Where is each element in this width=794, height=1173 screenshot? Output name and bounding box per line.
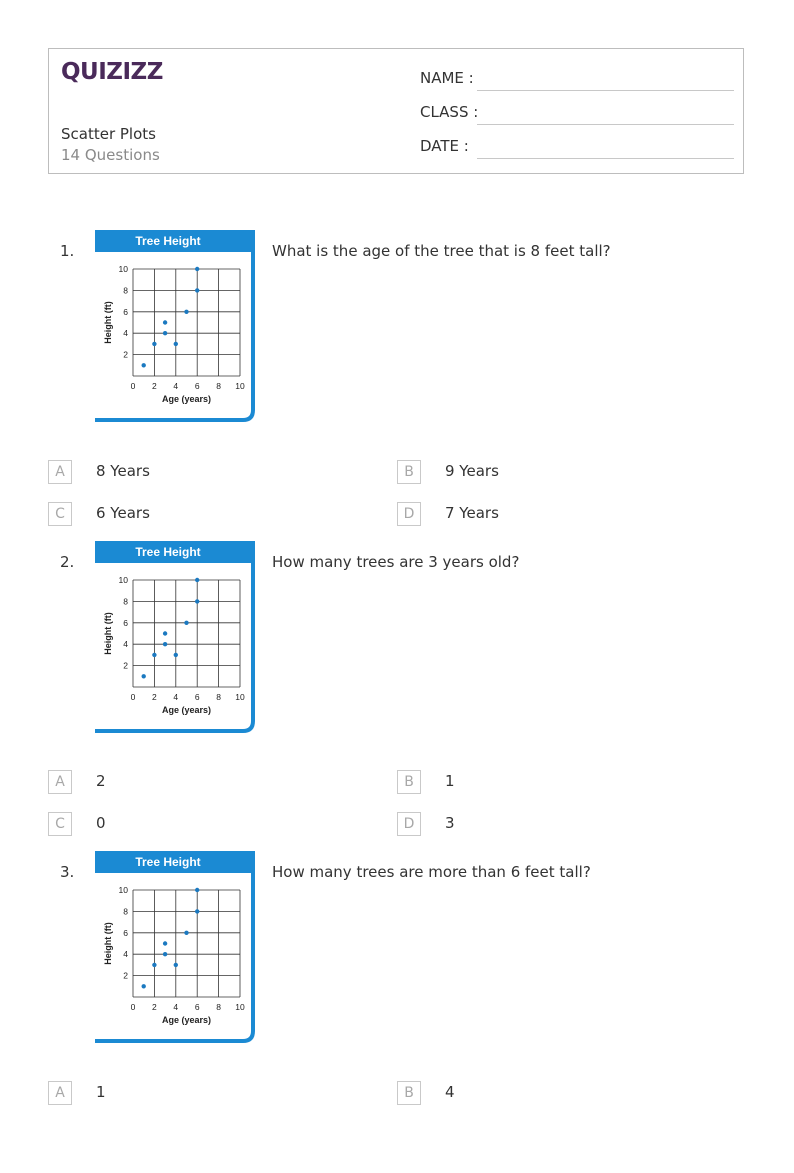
option-letter: A (48, 770, 72, 794)
question-number: 2. (60, 553, 75, 571)
x-tick-label: 4 (173, 381, 179, 391)
date-label: DATE : (420, 137, 469, 155)
y-tick-label: 6 (123, 306, 128, 317)
y-axis-label: Height (ft) (103, 922, 113, 965)
data-point (163, 642, 167, 646)
chart-frame (95, 541, 253, 731)
question-number: 3. (60, 863, 75, 881)
class-field[interactable] (420, 103, 734, 125)
data-point (142, 363, 146, 367)
x-tick-label: 8 (216, 692, 221, 702)
scatter-svg (95, 230, 257, 423)
chart-title: Tree Height (135, 545, 201, 559)
data-point (195, 288, 199, 292)
y-tick-label: 2 (123, 660, 128, 671)
x-tick-label: 10 (235, 1002, 245, 1012)
y-tick-label: 10 (118, 885, 128, 895)
y-tick-label: 4 (123, 949, 128, 960)
x-axis-label: Age (years) (161, 705, 212, 715)
scatter-svg (95, 541, 257, 734)
x-tick-label: 2 (152, 692, 157, 702)
data-point (184, 310, 188, 314)
y-axis-label: Height (ft) (103, 301, 113, 344)
class-label: CLASS : (420, 103, 479, 121)
option-text: 7 Years (445, 504, 499, 522)
option-text: 9 Years (445, 462, 499, 480)
option-letter: C (48, 812, 72, 836)
x-tick-label: 10 (235, 381, 245, 391)
class-line[interactable] (477, 124, 734, 125)
question-text: How many trees are 3 years old? (272, 553, 520, 571)
option-letter: A (48, 1081, 72, 1105)
chart-frame (95, 230, 253, 420)
y-tick-label: 4 (123, 639, 128, 650)
option-text: 0 (96, 814, 106, 832)
chart-frame (95, 851, 253, 1041)
quizizz-logo: QUIZIZZ (61, 59, 163, 85)
option-text: 1 (445, 772, 455, 790)
question-text: What is the age of the tree that is 8 feet tall? (272, 242, 611, 260)
x-tick-label: 2 (152, 381, 157, 391)
tree-height-chart (95, 230, 257, 427)
option-text: 3 (445, 814, 455, 832)
x-tick-label: 6 (194, 381, 200, 391)
x-tick-label: 0 (130, 692, 136, 702)
x-axis-label: Age (years) (161, 394, 212, 404)
y-tick-label: 8 (123, 906, 128, 917)
worksheet-title: Scatter Plots (61, 125, 156, 143)
data-point (174, 342, 178, 346)
option-letter: B (397, 770, 421, 794)
y-tick-label: 6 (123, 927, 128, 938)
option-text: 4 (445, 1083, 455, 1101)
option-text: 8 Years (96, 462, 150, 480)
date-line[interactable] (477, 158, 734, 159)
name-line[interactable] (477, 90, 734, 91)
x-tick-label: 4 (173, 692, 179, 702)
data-point (142, 674, 146, 678)
x-tick-label: 6 (194, 1002, 200, 1012)
y-tick-label: 8 (123, 596, 128, 607)
data-point (195, 888, 199, 892)
tree-height-chart (95, 851, 257, 1048)
data-point (195, 909, 199, 913)
y-axis-label: Height (ft) (103, 612, 113, 655)
data-point (174, 653, 178, 657)
y-tick-label: 6 (123, 617, 128, 628)
y-tick-label: 4 (123, 328, 128, 339)
y-tick-label: 10 (118, 264, 128, 274)
chart-title: Tree Height (135, 855, 201, 869)
y-tick-label: 8 (123, 285, 128, 296)
x-tick-label: 6 (194, 692, 200, 702)
option-letter: A (48, 460, 72, 484)
data-point (152, 342, 156, 346)
data-point (163, 331, 167, 335)
y-tick-label: 2 (123, 970, 128, 981)
tree-height-chart (95, 541, 257, 738)
option-letter: D (397, 502, 421, 526)
x-tick-label: 0 (130, 381, 136, 391)
option-letter: C (48, 502, 72, 526)
question-1 (0, 234, 794, 552)
question-3 (0, 855, 794, 1173)
data-point (174, 963, 178, 967)
question-number: 1. (60, 242, 75, 260)
name-label: NAME : (420, 69, 474, 87)
question-text: How many trees are more than 6 feet tall? (272, 863, 591, 881)
data-point (163, 941, 167, 945)
data-point (142, 984, 146, 988)
x-tick-label: 4 (173, 1002, 179, 1012)
worksheet-header (48, 48, 744, 174)
y-tick-label: 10 (118, 575, 128, 585)
x-tick-label: 2 (152, 1002, 157, 1012)
y-tick-label: 2 (123, 349, 128, 360)
data-point (184, 931, 188, 935)
option-text: 2 (96, 772, 106, 790)
scatter-svg (95, 851, 257, 1044)
data-point (152, 653, 156, 657)
chart-title: Tree Height (135, 234, 201, 248)
data-point (195, 578, 199, 582)
question-count: 14 Questions (61, 146, 160, 164)
data-point (195, 599, 199, 603)
date-field[interactable] (420, 137, 734, 159)
option-letter: D (397, 812, 421, 836)
option-text: 1 (96, 1083, 106, 1101)
data-point (152, 963, 156, 967)
data-point (163, 952, 167, 956)
data-point (163, 631, 167, 635)
data-point (195, 267, 199, 271)
x-tick-label: 8 (216, 1002, 221, 1012)
x-tick-label: 0 (130, 1002, 136, 1012)
data-point (163, 320, 167, 324)
data-point (184, 621, 188, 625)
x-axis-label: Age (years) (161, 1015, 212, 1025)
x-tick-label: 8 (216, 381, 221, 391)
option-letter: B (397, 460, 421, 484)
x-tick-label: 10 (235, 692, 245, 702)
option-letter: B (397, 1081, 421, 1105)
option-text: 6 Years (96, 504, 150, 522)
name-field[interactable] (420, 69, 734, 91)
question-2 (0, 545, 794, 863)
